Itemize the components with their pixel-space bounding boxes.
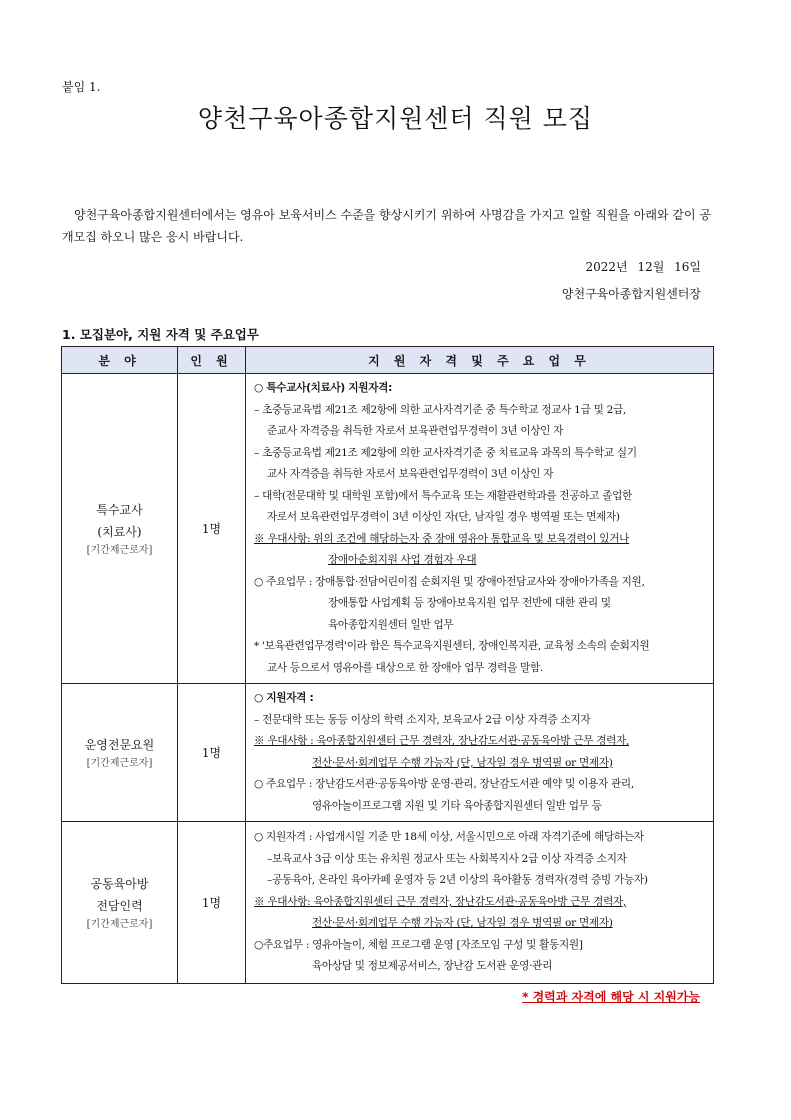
header-field: 분 야 [62,347,178,374]
qualification-line: – 초중등교육법 제21조 제2항에 의한 교사자격기준 중 특수학교 정교사 1급 및 2급, [254,403,627,416]
table-row [62,822,714,984]
recruitment-table [61,346,714,984]
issuer-name: 양천구육아종합지원센터장 [561,287,701,301]
duties-cell [246,374,714,684]
announcement-date: 2022년 12월 16일 [585,260,701,274]
footnote-line: 교사 등으로서 영유아를 대상으로 한 장애아 업무 경력을 말함. [267,661,543,674]
duty-line: 장애통합 사업계획 등 장애아보육지원 업무 전반에 대한 관리 및 [328,597,611,609]
qualification-line: 준교사 자격증을 취득한 자로서 보육관련업무경력이 3년 이상인 자 [267,425,564,437]
table-header-row [62,347,714,374]
qualification-line: –공동육아, 온라인 육아카페 운영자 등 2년 이상의 육아활동 경력자(경력 증빙 가능자) [267,874,648,887]
section-title: 1. 모집분야, 지원 자격 및 주요업무 [62,327,259,342]
field-cell [62,684,178,822]
preference-line: 전산·문서·회계업무 수행 가능자 (단, 남자일 경우 병역필 or 면제자) [312,756,613,769]
duties-cell [246,684,714,822]
preference-line: 전산·문서·회계업무 수행 가능자 (단, 남자일 경우 병역필 or 면제자) [312,917,613,930]
duty-line: ○주요업무 : 영유아놀이, 체험 프로그램 운영 [자조모임 구성 및 활동지원] [254,938,583,951]
field-cell [62,374,178,684]
qualification-line: – 전문대학 또는 동등 이상의 학력 소지자, 보육교사 2급 이상 자격증 소지자 [254,713,591,726]
field-name: 특수교사 [96,502,143,517]
duty-line: 영유아놀이프로그램 지원 및 기타 육아종합지원센터 일반 업무 등 [312,799,602,812]
qualification-line: –보육교사 3급 이상 또는 유치원 정교사 또는 사회복지사 2급 이상 자격증 소지자 [267,852,627,865]
field-name-sub: (치료사) [97,524,142,539]
duty-line: ○ 주요업무 : 장애통합·전담어린이집 순회지원 및 장애아전담교사와 장애아가족을 지원, [254,575,645,588]
employment-type: [기간제근로자] [86,918,153,930]
employment-type: [기간제근로자] [86,544,153,556]
field-name: 공동육아방 [90,876,149,891]
intro-paragraph: 양천구육아종합지원센터에서는 영유아 보육서비스 수준을 향상시키기 위하여 사명감을 가지고 일할 직원을 아래와 같이 공개모집 하오니 많은 응시 바랍니다. [62,208,711,244]
duty-line: 육아상담 및 정보제공서비스, 장난감 도서관 운영·관리 [312,960,553,973]
table-row [62,374,714,684]
footnote-line: * '보육관련업무경력'이라 함은 특수교육지원센터, 장애인복지관, 교육청 소속의 순회지원 [254,640,650,652]
field-name: 운영전문요원 [84,737,155,752]
field-name-sub: 전담인력 [96,898,143,913]
duty-line: ○ 주요업무 : 장난감도서관·공동육아방 운영·관리, 장난감도서관 예약 및 이용자 관리, [254,778,634,790]
headcount: 1명 [178,684,246,822]
qualification-line: 교사 자격증을 취득한 자로서 보육관련업무경력이 3년 이상인 자 [267,468,554,480]
page-title: 양천구육아종합지원센터 직원 모집 [197,104,594,133]
preference-line: 장애아순회지원 사업 경험자 우대 [328,554,477,566]
qualification-line: – 초중등교육법 제21조 제2항에 의한 교사자격기준 중 치료교육 과목의 특수학교 실기 [254,446,637,459]
preference-line: ※ 우대사항: 위의 조건에 해당하는자 중 장애 영유아 통합교육 및 보육경력이 있거나 [254,532,630,545]
header-count: 인 원 [178,347,246,374]
duties-cell [246,822,714,984]
table-row [62,684,714,822]
header-qualifications: 지 원 자 격 및 주 요 업 무 [246,347,714,374]
qualification-heading: ○ 특수교사(치료사) 지원자격: [254,382,393,394]
preference-line: ※ 우대사항: 육아종합지원센터 근무 경력자, 장난감도서관·공동육아방 근무 경력자, [254,895,627,908]
qualification-line: ○ 지원자격 : 사업개시일 기준 만 18세 이상, 서울시민으로 아래 자격기준에 해당하는자 [254,831,644,844]
qualification-line: 자로서 보육관련업무경력이 3년 이상인 자(단, 남자일 경우 병역필 또는 면제자) [267,511,620,523]
duty-line: 육아종합지원센터 일반 업무 [328,618,454,631]
attachment-label: 붙임 1. [62,80,101,94]
headcount: 1명 [178,374,246,684]
headcount: 1명 [178,822,246,984]
qualification-line: – 대학(전문대학 및 대학원 포함)에서 특수교육 또는 재활관련학과를 전공하고 졸업한 [254,489,633,502]
field-cell [62,822,178,984]
eligibility-footnote: * 경력과 자격에 해당 시 지원가능 [522,990,700,1004]
preference-line: ※ 우대사항 : 육아종합지원센터 근무 경력자, 장난감도서관·공동육아방 근무 경력자, [254,735,630,747]
qualification-heading: ○ 지원자격 : [254,692,314,704]
employment-type: [기간제근로자] [86,757,153,769]
